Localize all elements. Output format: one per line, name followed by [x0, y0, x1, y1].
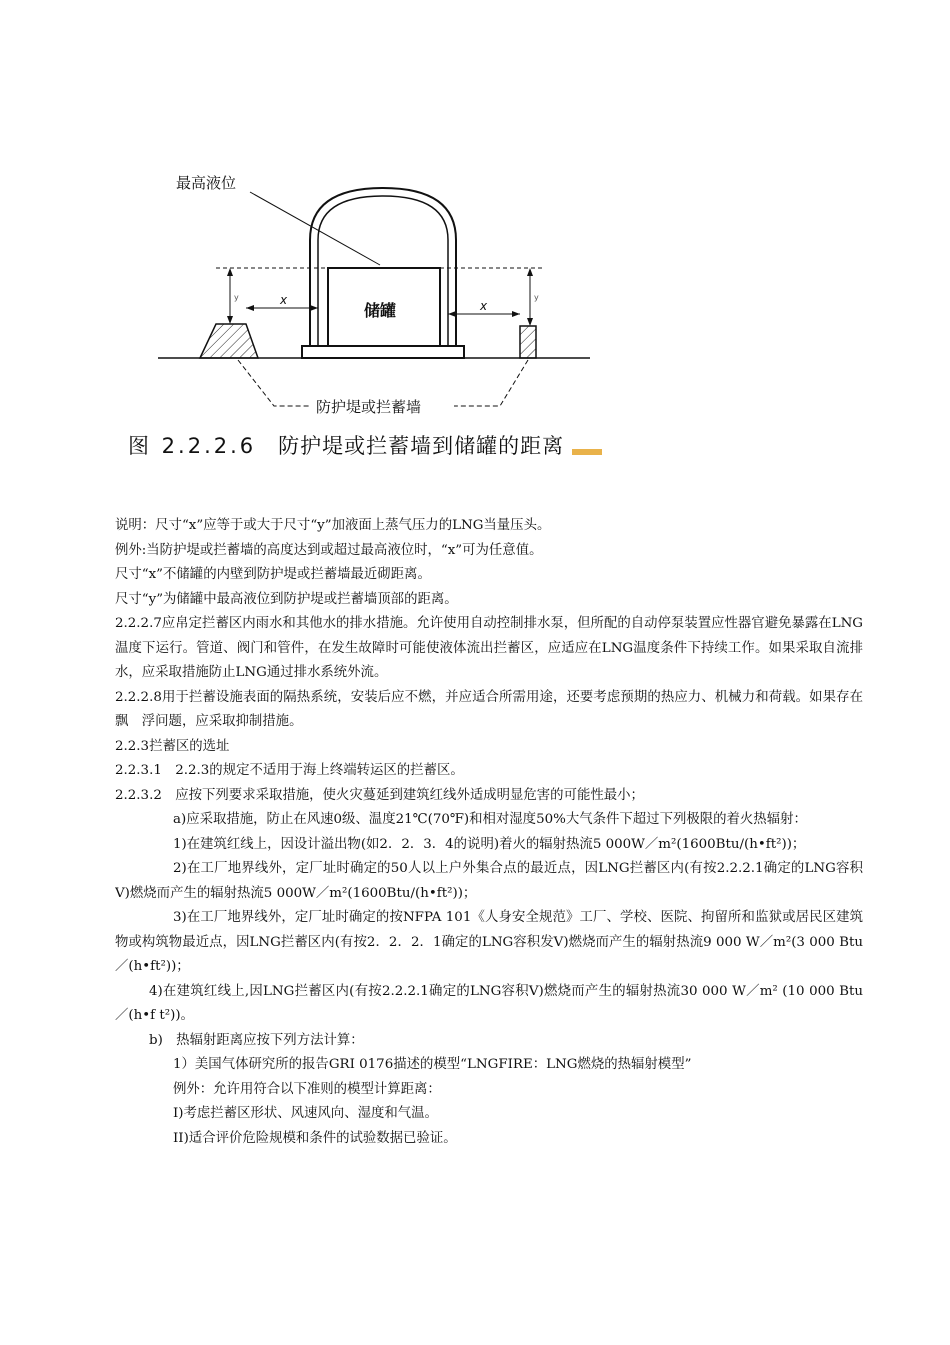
wall-right: [520, 326, 536, 358]
dim-y-left-label: y: [234, 293, 239, 302]
item-b-criterion-1: I)考虑拦蓄区形状、风速风向、湿度和气温。: [173, 1106, 438, 1121]
paragraph-2-2-2-7: 2.2.2.7应帛定拦蓄区内雨水和其他水的排水措施。允许使用自动控制排水泵，但所配的自动停泵装置应性器官避免暴露在LNG温度下运行。管道、阀门和管件，在发生故障时可能使液体流出拦蓄区，应适应在LNG温度条件下持续工作。如果采取自流排水，应采取措施防止LNG通过排水系统外流。: [115, 616, 863, 680]
figure-caption: [128, 430, 602, 460]
arrow-x-left-b: [310, 305, 318, 311]
item-a-4: 4)在建筑红线上,因LNG拦蓄区内(有按2.2.2.1确定的LNG容积V)燃烧而产生的辐射热流30 000 W／m² (10 000 Btu／(h•f t²))。: [115, 983, 863, 1023]
label-max-level: 最高液位: [176, 174, 237, 192]
arrow-x-right-b: [512, 311, 520, 317]
paragraph-2-2-3-1: 2.2.3.1 2.2.3的规定不适用于海上终端转运区的拦蓄区。: [115, 763, 464, 778]
arrow-x-right-a: [448, 311, 456, 317]
figure-title: 防护堤或拦蓄墙到储罐的距离: [278, 434, 565, 458]
item-a-2: 2)在工厂地界线外，定厂址时确定的50人以上户外集合点的最近点，因LNG拦蓄区内(有按2.2.2.1确定的LNG容积V)燃烧而产生的辐射热流5 000W／m²(1600Btu/(h•ft²))；: [115, 861, 863, 901]
paragraph-2-2-2-8: 2.2.2.8用于拦蓄设施表面的隔热系统，安装后应不燃，并应适合所需用途，还要考虑预期的热应力、机械力和荷载。如果存在飘 浮问题，应采取抑制措施。: [115, 689, 863, 729]
leader-line-bottom-left: [238, 360, 310, 406]
item-a-3: 3)在工厂地界线外，定厂址时确定的按NFPA 101《人身安全规范》工厂、学校、医院、拘留所和监狱或居民区建筑物或构筑物最近点，因LNG拦蓄区内(有按2．2．2．1确定的LNG容积发V)燃烧而产生的辐射热流9 000 W／m²(3 000 Btu／(h•ft²))；: [115, 910, 863, 974]
caption-marker: [572, 449, 602, 455]
arrow-y-left-top: [227, 268, 233, 276]
item-b-1: 1）美国气体研究所的报告GRI 0176描述的模型“LNGFIRE：LNG燃烧的热辐射模型”: [173, 1057, 692, 1072]
arrow-x-left-a: [246, 305, 254, 311]
label-tank: 储罐: [364, 301, 397, 320]
leader-line-bottom-right: [454, 360, 528, 406]
paragraph-dim-y: 尺寸“y”为储罐中最高液位到防护堤或拦蓄墙顶部的距离。: [115, 591, 458, 607]
arrow-y-right-top: [527, 268, 533, 276]
item-a-1: 1)在建筑红线上，因设计溢出物(如2．2．3．4的说明)着火的辐射热流5 000W／m²(1600Btu/(h•ft²))；: [173, 836, 806, 852]
label-dike: 防护堤或拦蓄墙: [316, 398, 422, 416]
arrow-y-left-bot: [227, 316, 233, 324]
figure-diagram: [150, 160, 610, 430]
leader-line-top: [250, 192, 380, 265]
tank-inner-shell: [318, 196, 448, 346]
paragraph-note: 说明：尺寸“x”应等于或大于尺寸“y”加液面上蒸气压力的LNG当量压头。: [115, 518, 551, 533]
paragraph-dim-x: 尺寸“x”不储罐的内壁到防护堤或拦蓄墙最近砌距离。: [115, 567, 431, 582]
dim-y-right-label: y: [534, 293, 539, 302]
item-a: a)应采取措施，防止在风速0级、温度21℃(70℉)和相对湿度50%大气条件下超过下列极限的着火热辐射：: [173, 812, 807, 827]
tank-foundation: [302, 346, 464, 358]
dike-left: [200, 324, 258, 358]
arrow-y-right-bot: [527, 318, 533, 326]
item-b-exception: 例外：允许用符合以下准则的模型计算距离：: [173, 1081, 441, 1097]
body-text: [115, 514, 863, 1151]
figure-number: 图 2.2.2.6: [128, 434, 257, 458]
dim-x-right-label: x: [480, 299, 488, 313]
item-b: b) 热辐射距离应按下列方法计算：: [149, 1032, 364, 1048]
paragraph-exception: 例外:当防护堤或拦蓄墙的高度达到或超过最高液位时，“x”可为任意值。: [115, 542, 543, 558]
dim-x-left-label: x: [280, 293, 288, 307]
paragraph-2-2-3-2: 2.2.3.2 应按下列要求采取措施，使火灾蔓延到建筑红线外适成明显危害的可能性最小；: [115, 787, 644, 803]
item-b-criterion-2: II)适合评价危险规模和条件的试验数据已验证。: [173, 1130, 457, 1146]
heading-2-2-3: 2.2.3拦蓄区的选址: [115, 738, 230, 754]
